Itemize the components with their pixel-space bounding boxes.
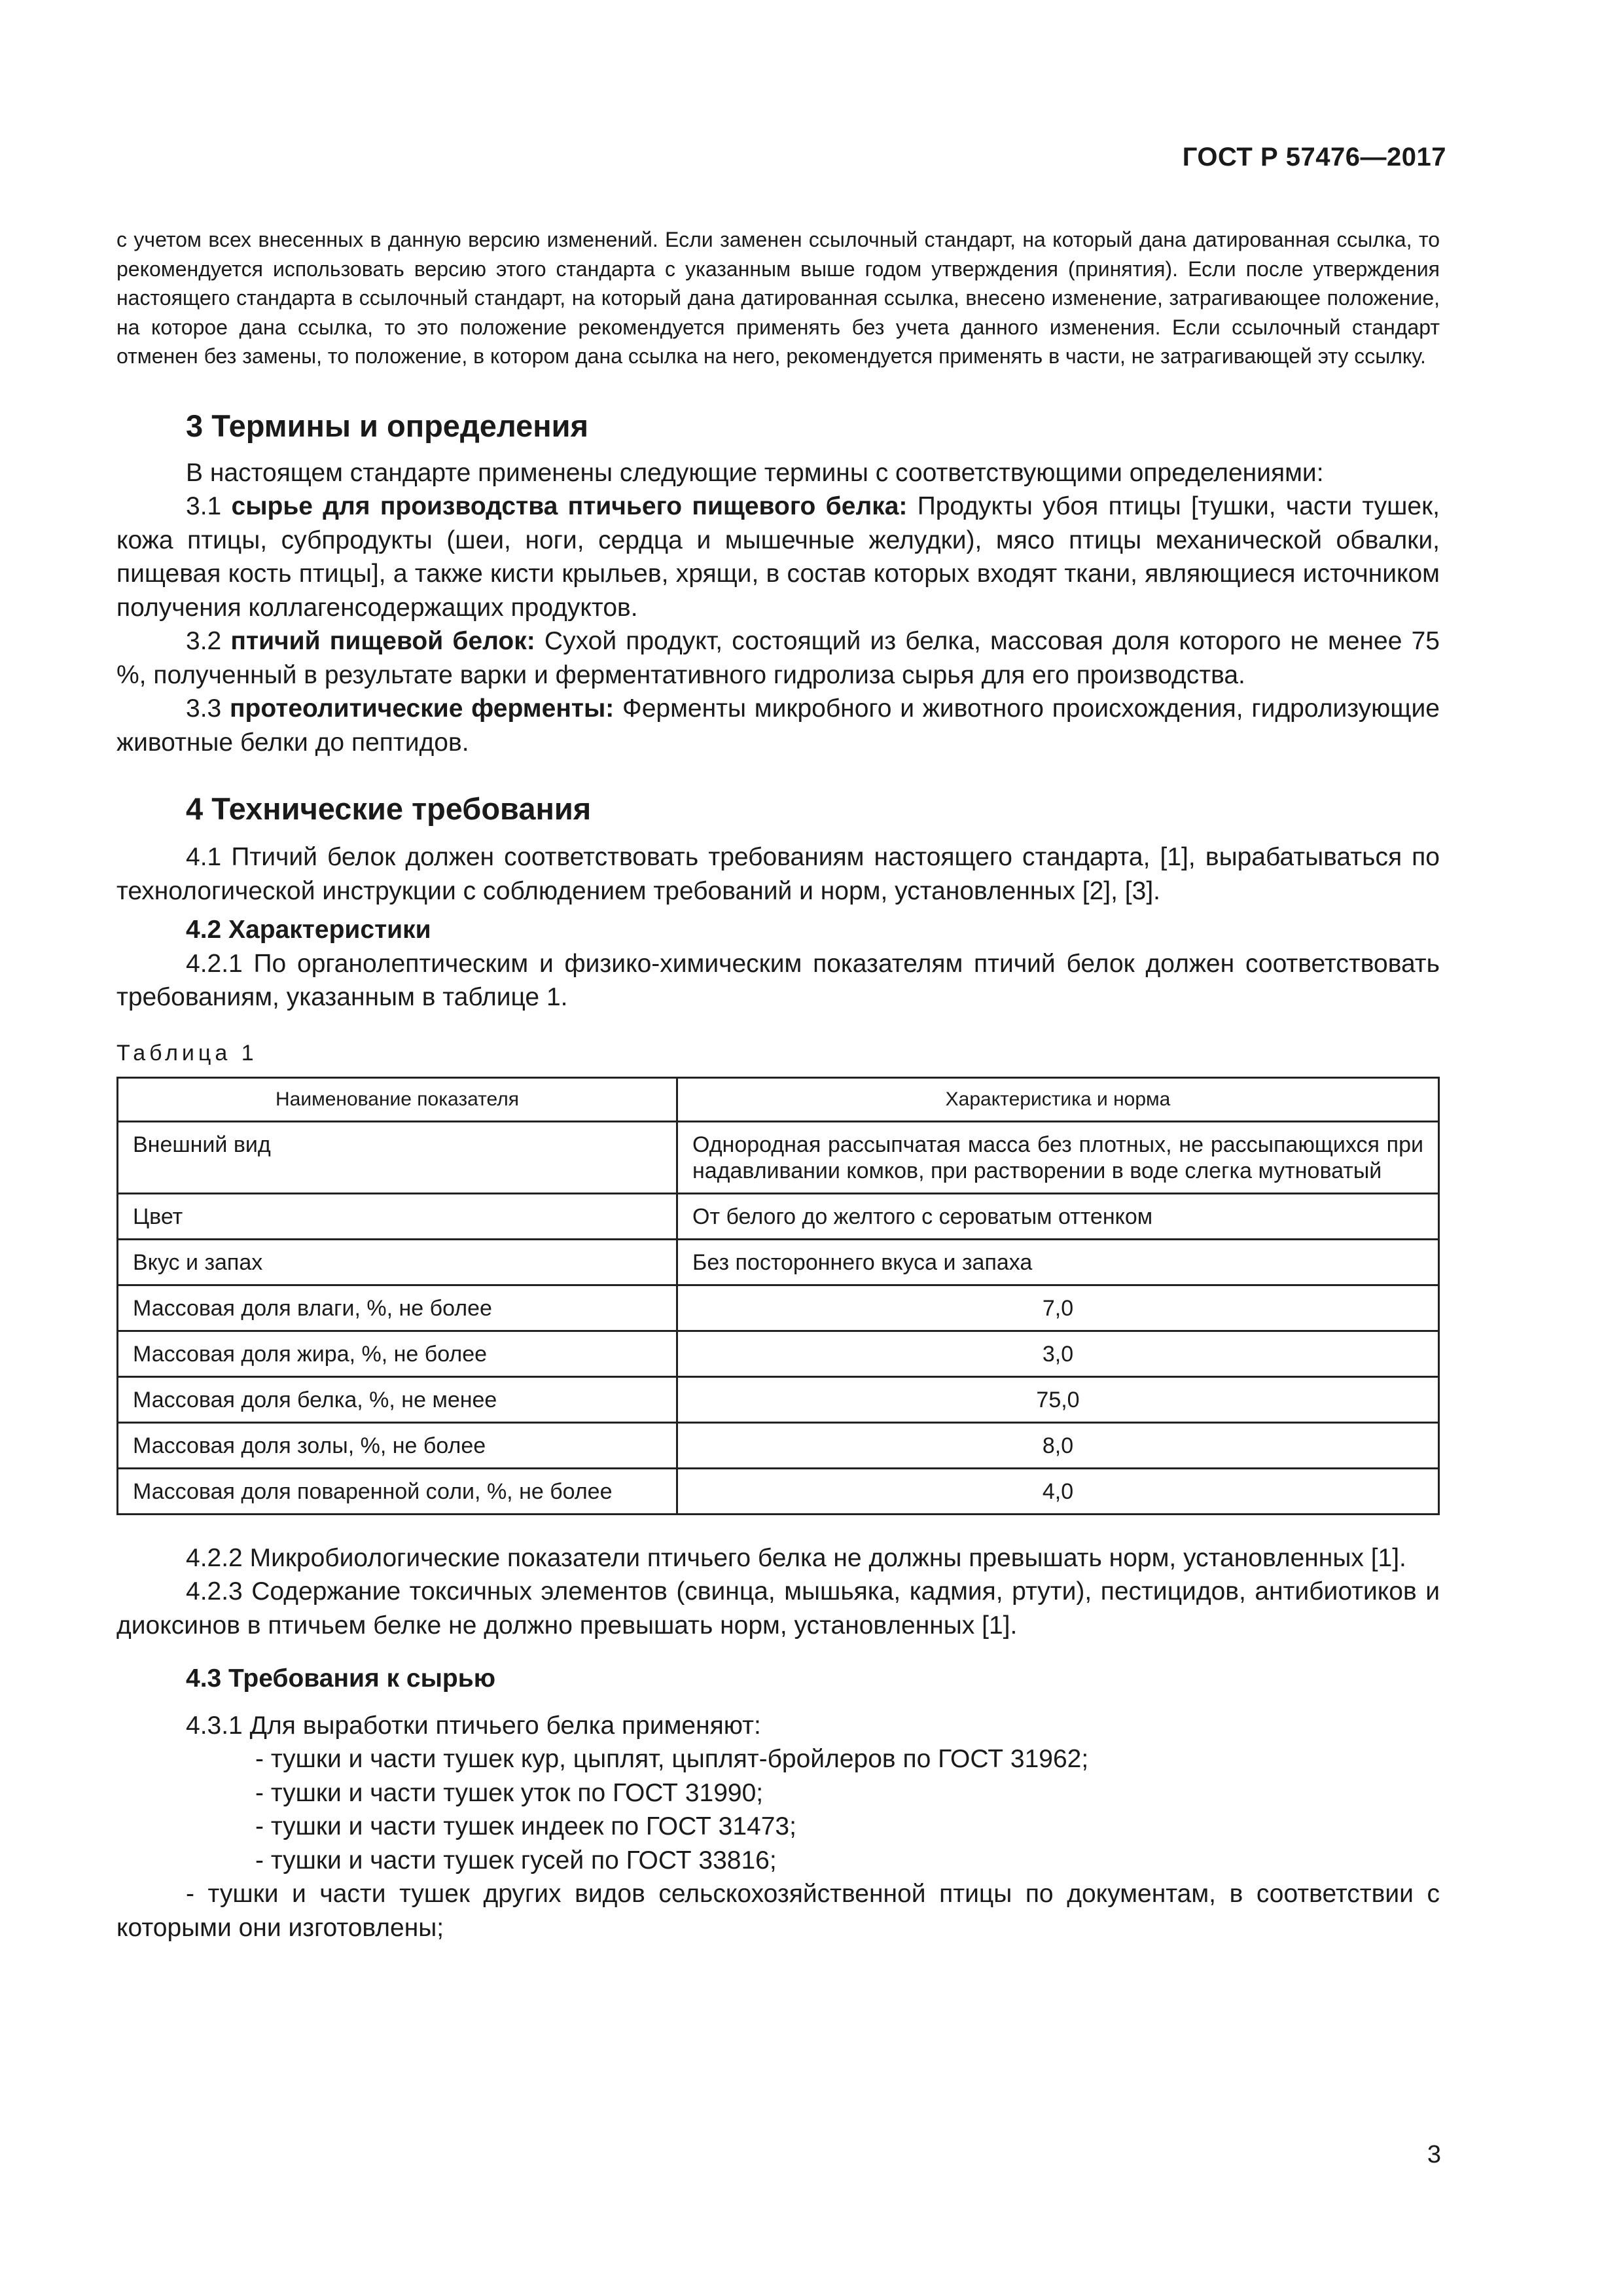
table-cell-value: 75,0 xyxy=(677,1376,1439,1422)
table-cell-value: От белого до желтого с сероватым оттенком xyxy=(677,1193,1439,1239)
term-name: птичий пищевой белок: xyxy=(230,627,535,655)
table-cell-value: Без постороннего вкуса и запаха xyxy=(677,1239,1439,1285)
term-name: протеолитические ферменты: xyxy=(230,694,615,723)
term-3-3 xyxy=(116,692,1440,759)
table-row xyxy=(118,1193,1439,1239)
list-item: - тушки и части тушек гусей по ГОСТ 33816; xyxy=(255,1846,777,1874)
paragraph-4-1: 4.1 Птичий белок должен соответствовать требованиям настоящего стандарта, [1], вырабатываться по технологической инструкции с соблюдением требований и норм, установленных [2], [3]. xyxy=(116,843,1440,905)
table-cell-name: Массовая доля влаги, %, не более xyxy=(118,1285,677,1331)
table-cell-value: 8,0 xyxy=(677,1422,1439,1468)
list-item-last: - тушки и части тушек других видов сельскохозяйственной птицы по документам, в соответствии с которыми они изготовлены; xyxy=(116,1880,1440,1942)
term-definition: Продукты убоя птицы [тушки, части тушек, кожа птицы, субпродукты (шеи, ноги, сердца и мышечные желудки), мясо птицы механической обвалки, пищевая кость птицы], а также кисти крыльев, хрящи, в состав которых входят ткани, являющиеся источником получения коллагенсодержащих продуктов. xyxy=(116,492,1440,622)
section-3-lead: В настоящем стандарте применены следующие термины с соответствующими определениями: xyxy=(186,458,1324,487)
intro-paragraph-block xyxy=(116,225,1440,371)
term-number: 3.1 xyxy=(186,492,232,520)
section-4-title: 4 Технические требования xyxy=(186,791,592,826)
term-definition: Сухой продукт, состоящий из белка, массовая доля которого не менее 75 %, полученный в результате варки и ферментативного гидролиза сырья для его производства. xyxy=(116,627,1440,689)
table-row xyxy=(118,1468,1439,1514)
table-header-cell: Характеристика и норма xyxy=(677,1077,1439,1121)
term-number: 3.3 xyxy=(186,694,230,723)
section-4-body xyxy=(116,840,1440,1014)
table-row xyxy=(118,1121,1439,1193)
term-number: 3.2 xyxy=(186,627,231,655)
section-3-title: 3 Термины и определения xyxy=(186,408,588,443)
paragraph-4-2-1: 4.2.1 По органолептическим и физико-химическим показателям птичий белок должен соответствовать требованиям, указанным в таблице 1. xyxy=(116,949,1440,1011)
table-cell-name: Вкус и запах xyxy=(118,1239,677,1285)
table-row xyxy=(118,1422,1439,1468)
section-3-body xyxy=(116,456,1440,760)
page-content xyxy=(116,225,1440,1945)
table-row xyxy=(118,1285,1439,1331)
table-cell-name: Цвет xyxy=(118,1193,677,1239)
paragraph-4-3-1: 4.3.1 Для выработки птичьего белка применяют: xyxy=(186,1711,761,1740)
paragraph-4-2-3: 4.2.3 Содержание токсичных элементов (свинца, мышьяка, кадмия, ртути), пестицидов, антибиотиков и диоксинов в птичьем белке не должно превышать норм, установленных [1]. xyxy=(116,1577,1440,1640)
table-cell-name: Массовая доля золы, %, не более xyxy=(118,1422,677,1468)
table-row xyxy=(118,1239,1439,1285)
term-3-2 xyxy=(116,624,1440,692)
table-cell-value: 4,0 xyxy=(677,1468,1439,1514)
document-code: ГОСТ Р 57476—2017 xyxy=(1182,143,1446,171)
table-cell-name: Внешний вид xyxy=(118,1121,677,1193)
term-3-1 xyxy=(116,490,1440,624)
table-cell-name: Массовая доля белка, %, не менее xyxy=(118,1376,677,1422)
table-cell-value: 3,0 xyxy=(677,1331,1439,1376)
subsection-4-3-title: 4.3 Требования к сырью xyxy=(186,1664,496,1693)
table-header-cell: Наименование показателя xyxy=(118,1077,677,1121)
section-4-continued xyxy=(116,1541,1440,1945)
table-caption: Таблица 1 xyxy=(116,1040,258,1066)
table-cell-name: Массовая доля поваренной соли, %, не более xyxy=(118,1468,677,1514)
table-cell-value: 7,0 xyxy=(677,1285,1439,1331)
term-name: сырье для производства птичьего пищевого белка: xyxy=(231,492,908,520)
table-row xyxy=(118,1376,1439,1422)
list-item: - тушки и части тушек кур, цыплят, цыплят-бройлеров по ГОСТ 31962; xyxy=(255,1745,1089,1773)
list-item: - тушки и части тушек индеек по ГОСТ 31473; xyxy=(255,1812,796,1840)
term-definition: Ферменты микробного и животного происхождения, гидролизующие животные белки до пептидов. xyxy=(116,694,1440,757)
paragraph-4-2-2: 4.2.2 Микробиологические показатели птичьего белка не должны превышать норм, установленных [1]. xyxy=(186,1543,1406,1572)
table-header-row xyxy=(118,1077,1439,1121)
intro-paragraph: с учетом всех внесенных в данную версию изменений. Если заменен ссылочный стандарт, на который дана датированная ссылка, то рекомендуется использовать версию этого стандарта с указанным выше годом утверждения (принятия). Если после утверждения настоящего стандарта в ссылочный стандарт, на который дана датированная ссылка, внесено изменение, затрагивающее положение, на которое дана ссылка, то это положение рекомендуется применять без учета данного изменения. Если ссылочный стандарт отменен без замены, то положение, в котором дана ссылка на него, рекомендуется применять в части, не затрагивающей эту ссылку. xyxy=(116,228,1440,368)
subsection-4-2-title: 4.2 Характеристики xyxy=(186,916,431,944)
table-row xyxy=(118,1331,1439,1376)
list-item: - тушки и части тушек уток по ГОСТ 31990; xyxy=(255,1778,764,1807)
table-cell-value: Однородная рассыпчатая масса без плотных, не рассыпающихся при надавливании комков, при растворении в воде слегка мутноватый xyxy=(677,1121,1439,1193)
table-cell-name: Массовая доля жира, %, не более xyxy=(118,1331,677,1376)
page-number: 3 xyxy=(1427,2141,1441,2168)
characteristics-table xyxy=(116,1077,1440,1515)
